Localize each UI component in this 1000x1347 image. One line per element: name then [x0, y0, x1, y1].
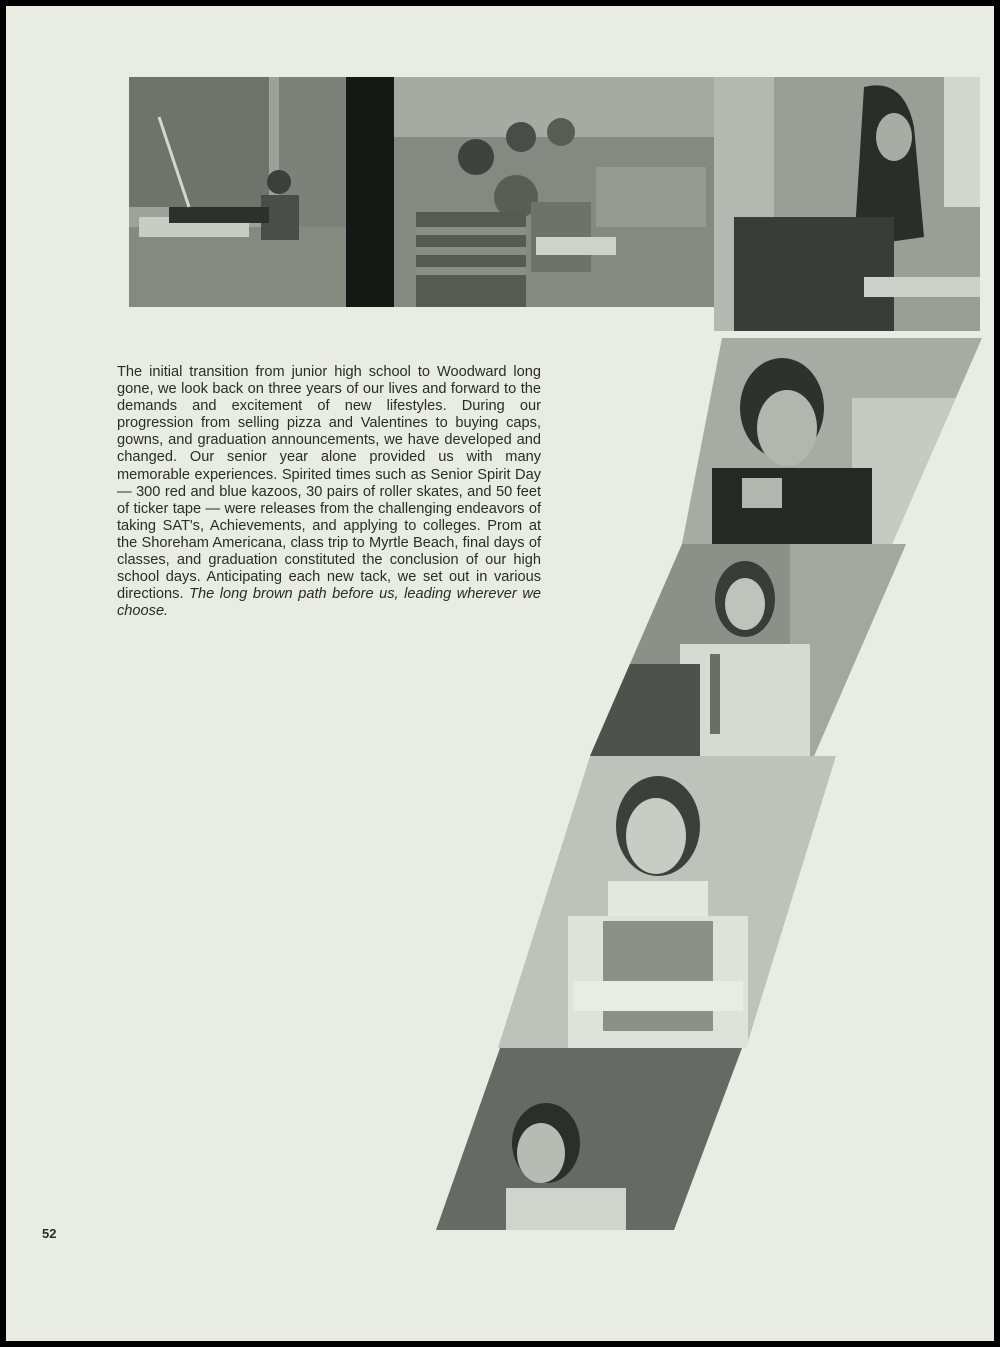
photo-student-writing: [714, 77, 980, 331]
page-number: 52: [42, 1226, 57, 1241]
body-text-main: The initial transition from junior high school to Woodward long gone, we look back on three years of our lives and forward to the demands and excitement of new lifestyles. During our progression from selling pizza and Valentines to buying caps, gowns, and graduation announcements, we have developed and changed. Our senior year alone provided us with many memorable experiences. Spirited times such as Senior Spirit Day — 300 red and blue kazoos, 30 pairs of roller skates, and 50 feet of ticker tape — were releases from the challenging endeavors of taking SAT's, Achievements, and applying to colleges. Prom at the Shoreham Americana, class trip to Myrtle Beach, final days of classes, and graduation constituted the conclusion of our high school days. Anticipating each new tack, we set out in various directions.: [117, 364, 541, 603]
photo-students-at-desks: [346, 77, 714, 307]
body-text-italic: The long brown path before us, leading wherever we choose.: [117, 586, 541, 620]
photo-portrait-boy-embroidered-shirt: [682, 338, 982, 544]
photo-student-feet-on-desk: [129, 77, 346, 307]
yearbook-page: [6, 6, 994, 1341]
body-paragraph: [117, 364, 541, 620]
photo-portrait-girl-lab: [590, 544, 906, 756]
photo-portrait-boy-plaid: [436, 1048, 742, 1230]
photo-portrait-girl-turtleneck: [498, 756, 836, 1048]
